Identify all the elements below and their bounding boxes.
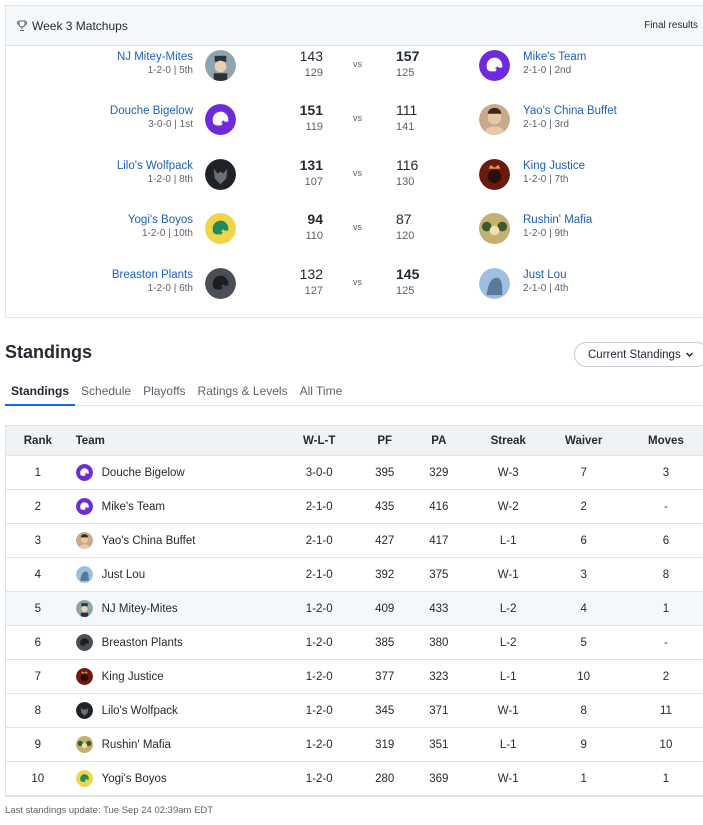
wlt-cell: 1-2-0 [305, 602, 333, 615]
right-team-score [396, 102, 417, 134]
matchups-title: Week 3 Matchups [16, 19, 128, 33]
left-team-name[interactable]: NJ Mitey-Mites [116, 51, 193, 63]
photo-avatar [479, 268, 510, 299]
right-score: 111 [396, 102, 418, 118]
left-score: 131 [299, 157, 323, 173]
streak-cell: W-2 [497, 500, 519, 513]
streak-cell: L-1 [499, 738, 517, 751]
team-cell[interactable] [70, 566, 281, 583]
table-row[interactable] [6, 524, 703, 558]
pa-cell: 375 [429, 568, 449, 581]
group-photo-avatar [479, 213, 510, 244]
tab-schedule[interactable]: Schedule [81, 384, 132, 398]
matchup-row[interactable] [6, 155, 703, 195]
wolf-avatar [76, 702, 93, 719]
right-team-avatar[interactable] [479, 104, 510, 135]
waiver-cell: 1 [580, 772, 587, 785]
team-cell[interactable] [70, 770, 281, 787]
left-team-info[interactable] [110, 104, 193, 131]
pa-cell: 433 [429, 602, 449, 615]
waiver-cell: 3 [580, 568, 587, 581]
standings-tabs [5, 376, 703, 406]
moves-cell: - [664, 500, 668, 513]
pf-cell: 377 [375, 670, 395, 683]
vs-label: vs [353, 222, 362, 232]
team-cell[interactable] [70, 532, 281, 549]
crown-portrait-avatar [479, 159, 510, 190]
pf-cell: 345 [375, 704, 395, 717]
right-team-score [396, 211, 414, 243]
moves-cell: 3 [662, 466, 670, 479]
final-results-label: Final results [644, 20, 698, 31]
pf-cell: 395 [375, 466, 395, 479]
right-projected: 141 [396, 121, 415, 133]
helmet-icon [205, 268, 236, 299]
crown-portrait-avatar [76, 668, 93, 685]
right-team-info[interactable] [523, 213, 592, 240]
right-team-info[interactable] [523, 104, 617, 131]
left-team-name[interactable]: Lilo's Wolfpack [116, 160, 193, 172]
left-team-score [300, 266, 323, 298]
wlt-cell: 2-1-0 [305, 568, 333, 581]
right-team-score [396, 48, 419, 80]
wlt-cell: 1-2-0 [305, 772, 333, 785]
moves-cell: 8 [662, 568, 670, 581]
left-projected: 110 [305, 230, 323, 242]
moves-cell: 11 [659, 704, 672, 717]
pf-cell: 427 [375, 534, 395, 547]
left-team-info[interactable] [117, 50, 193, 77]
right-team-info[interactable] [523, 159, 585, 186]
pa-cell: 329 [429, 466, 449, 479]
standings-table [5, 425, 703, 797]
vs-label: vs [353, 59, 362, 69]
waiver-cell: 4 [580, 602, 587, 615]
left-team-score [300, 48, 323, 80]
left-team-avatar[interactable] [205, 159, 236, 190]
rank-cell: 1 [34, 466, 42, 479]
tab-all-time[interactable]: All Time [299, 384, 343, 398]
left-team-record: 3-0-0 | 1st [148, 119, 193, 130]
matchups-header [6, 6, 703, 46]
photo-avatar [76, 566, 93, 583]
tab-standings[interactable]: Standings [5, 376, 75, 406]
pa-cell: 369 [429, 772, 449, 785]
moves-cell: 6 [662, 534, 670, 547]
team-avatar [76, 668, 93, 685]
right-team-name[interactable]: Yao's China Buffet [523, 105, 617, 117]
left-projected: 119 [305, 121, 323, 133]
rank-cell: 5 [34, 602, 42, 615]
vs-label: vs [353, 277, 362, 287]
pf-cell: 435 [375, 500, 395, 513]
streak-cell: W-1 [497, 568, 519, 581]
matchup-row[interactable] [6, 209, 703, 249]
left-score: 132 [299, 266, 323, 282]
left-team-record: 1-2-0 | 5th [147, 65, 193, 76]
right-team-name[interactable]: Just Lou [523, 269, 567, 281]
team-cell[interactable] [70, 600, 281, 617]
team-cell[interactable] [70, 464, 281, 481]
left-team-record: 1-2-0 | 6th [147, 283, 193, 294]
team-avatar [76, 566, 93, 583]
left-team-avatar[interactable] [205, 213, 236, 244]
pf-cell: 392 [375, 568, 395, 581]
left-score: 151 [299, 102, 323, 118]
left-team-record: 1-2-0 | 8th [147, 174, 193, 185]
right-team-record: 2-1-0 | 2nd [523, 65, 572, 76]
wlt-cell: 1-2-0 [305, 738, 333, 751]
right-team-avatar[interactable] [479, 159, 510, 190]
streak-cell: L-2 [499, 636, 517, 649]
team-name[interactable]: Just Lou [101, 568, 146, 581]
right-team-score [396, 157, 418, 189]
right-team-score [396, 266, 419, 298]
right-team-info[interactable] [523, 50, 586, 77]
table-row[interactable] [6, 592, 703, 626]
waiver-cell: 9 [580, 738, 587, 751]
col-moves[interactable]: Moves [648, 434, 684, 447]
standings-title: Standings [5, 342, 93, 362]
team-cell[interactable] [70, 702, 281, 719]
moves-cell: 1 [662, 602, 670, 615]
team-name[interactable]: Lilo's Wolfpack [101, 704, 178, 717]
right-team-record: 1-2-0 | 7th [523, 174, 569, 185]
helmet-icon [76, 498, 93, 515]
matchup-row[interactable] [6, 264, 703, 304]
left-team-info[interactable] [128, 213, 193, 240]
right-projected: 120 [396, 230, 415, 242]
right-score: 87 [396, 211, 412, 227]
vs-label: vs [353, 113, 362, 123]
left-team-score [305, 211, 323, 243]
helmet-icon [76, 634, 93, 651]
right-team-name[interactable]: King Justice [523, 160, 586, 172]
helmet-icon [76, 770, 93, 787]
team-name[interactable]: Yao's China Buffet [101, 534, 196, 547]
rank-cell: 4 [34, 568, 42, 581]
left-projected: 129 [304, 67, 323, 79]
tab-ratings-levels[interactable]: Ratings & Levels [197, 384, 288, 398]
table-row[interactable] [6, 660, 703, 694]
team-avatar [76, 634, 93, 651]
streak-cell: L-2 [499, 602, 517, 615]
waiver-cell: 6 [580, 534, 587, 547]
team-avatar [76, 498, 93, 515]
wolf-avatar [205, 159, 236, 190]
left-team-avatar[interactable] [205, 268, 236, 299]
pa-cell: 351 [429, 738, 449, 751]
table-row[interactable] [6, 626, 703, 660]
standings-view-dropdown[interactable] [574, 342, 703, 367]
team-name[interactable]: Breaston Plants [101, 636, 183, 649]
left-projected: 107 [304, 176, 323, 188]
right-team-avatar[interactable] [479, 50, 510, 81]
left-team-name[interactable]: Douche Bigelow [109, 105, 193, 117]
wlt-cell: 2-1-0 [305, 534, 333, 547]
cartoon-character-avatar [76, 600, 93, 617]
left-team-name[interactable]: Yogi's Boyos [127, 214, 193, 226]
team-cell[interactable] [70, 498, 281, 515]
wlt-cell: 1-2-0 [305, 670, 333, 683]
col-pf[interactable]: PF [377, 434, 393, 447]
right-team-avatar[interactable] [479, 268, 510, 299]
left-score: 143 [299, 48, 323, 64]
pa-cell: 417 [429, 534, 449, 547]
table-row[interactable] [6, 490, 703, 524]
moves-cell: - [664, 636, 668, 649]
team-cell[interactable] [70, 736, 281, 753]
table-row[interactable] [6, 456, 703, 490]
table-row[interactable] [6, 558, 703, 592]
face-photo-avatar [479, 104, 510, 135]
pa-cell: 323 [429, 670, 449, 683]
pf-cell: 280 [375, 772, 395, 785]
helmet-icon [76, 464, 93, 481]
cartoon-character-avatar [205, 50, 236, 81]
waiver-cell: 5 [580, 636, 587, 649]
helmet-icon [479, 50, 510, 81]
team-cell[interactable] [70, 668, 281, 685]
team-name[interactable]: NJ Mitey-Mites [101, 602, 178, 615]
left-team-record: 1-2-0 | 10th [142, 228, 193, 239]
team-avatar [76, 532, 93, 549]
wlt-cell: 2-1-0 [305, 500, 333, 513]
right-team-record: 2-1-0 | 3rd [523, 119, 569, 130]
col-waiver[interactable]: Waiver [565, 434, 603, 447]
chevron-down-icon [685, 350, 694, 359]
group-photo-avatar [76, 736, 93, 753]
waiver-cell: 2 [580, 500, 587, 513]
right-team-info[interactable] [523, 268, 568, 295]
team-name[interactable]: Rushin' Mafia [101, 738, 171, 751]
last-update-text: Last standings update: Tue Sep 24 02:39am EDT [5, 805, 214, 816]
right-score: 116 [396, 157, 419, 173]
rank-cell: 7 [34, 670, 42, 683]
rank-cell: 2 [34, 500, 42, 513]
team-avatar [76, 702, 93, 719]
left-team-avatar[interactable] [205, 104, 236, 135]
pa-cell: 380 [429, 636, 449, 649]
moves-cell: 1 [662, 772, 670, 785]
matchup-row[interactable] [6, 100, 703, 140]
col-team[interactable]: Team [75, 434, 105, 447]
table-body [6, 456, 703, 796]
right-team-name[interactable]: Rushin' Mafia [523, 214, 593, 226]
streak-cell: L-1 [499, 534, 517, 547]
left-team-info[interactable] [117, 159, 193, 186]
right-projected: 130 [396, 176, 415, 188]
team-name[interactable]: Douche Bigelow [101, 466, 185, 479]
dropdown-label: Current Standings [588, 348, 681, 361]
helmet-icon [205, 104, 236, 135]
team-avatar [76, 770, 93, 787]
team-name[interactable]: King Justice [101, 670, 164, 683]
waiver-cell: 8 [580, 704, 587, 717]
pf-cell: 409 [375, 602, 395, 615]
right-team-name[interactable]: Mike's Team [523, 51, 587, 63]
helmet-icon [205, 213, 236, 244]
right-team-avatar[interactable] [479, 213, 510, 244]
streak-cell: L-1 [499, 670, 517, 683]
right-projected: 125 [396, 67, 415, 79]
wlt-cell: 3-0-0 [305, 466, 333, 479]
team-cell[interactable] [70, 634, 281, 651]
table-row[interactable] [6, 728, 703, 762]
streak-cell: W-1 [497, 772, 519, 785]
moves-cell: 10 [659, 738, 673, 751]
matchups-card [5, 5, 703, 318]
rank-cell: 10 [31, 772, 45, 785]
right-projected: 125 [396, 285, 415, 297]
pa-cell: 416 [429, 500, 449, 513]
left-team-info[interactable] [112, 268, 193, 295]
moves-cell: 2 [662, 670, 670, 683]
table-row[interactable] [6, 762, 703, 796]
wlt-cell: 1-2-0 [305, 704, 333, 717]
pf-cell: 319 [375, 738, 395, 751]
face-photo-avatar [76, 532, 93, 549]
left-projected: 127 [304, 285, 323, 297]
left-team-avatar[interactable] [205, 50, 236, 81]
left-score: 94 [307, 211, 323, 227]
right-team-record: 2-1-0 | 4th [523, 283, 569, 294]
col-rank[interactable]: Rank [23, 434, 52, 447]
col-streak[interactable]: Streak [490, 434, 526, 447]
tab-playoffs[interactable]: Playoffs [143, 384, 186, 398]
trophy-icon [16, 20, 28, 32]
streak-cell: W-3 [497, 466, 519, 479]
col-wlt[interactable]: W-L-T [303, 434, 336, 447]
wlt-cell: 1-2-0 [305, 636, 333, 649]
left-team-score [300, 157, 323, 189]
right-team-record: 1-2-0 | 9th [523, 228, 569, 239]
table-row[interactable] [6, 694, 703, 728]
rank-cell: 8 [34, 704, 42, 717]
vs-label: vs [353, 168, 362, 178]
waiver-cell: 10 [577, 670, 591, 683]
rank-cell: 9 [34, 738, 42, 751]
table-header [6, 426, 703, 456]
col-pa[interactable]: PA [431, 434, 447, 447]
right-score: 157 [396, 48, 420, 64]
matchup-row[interactable] [6, 46, 703, 86]
team-avatar [76, 600, 93, 617]
pf-cell: 385 [375, 636, 395, 649]
left-team-name[interactable]: Breaston Plants [111, 269, 193, 281]
rank-cell: 6 [34, 636, 42, 649]
streak-cell: W-1 [497, 704, 519, 717]
team-avatar [76, 464, 93, 481]
team-name[interactable]: Yogi's Boyos [101, 772, 167, 785]
rank-cell: 3 [34, 534, 42, 547]
waiver-cell: 7 [580, 466, 587, 479]
team-avatar [76, 736, 93, 753]
pa-cell: 371 [429, 704, 449, 717]
left-team-score [300, 102, 323, 134]
right-score: 145 [396, 266, 420, 282]
team-name[interactable]: Mike's Team [101, 500, 165, 513]
